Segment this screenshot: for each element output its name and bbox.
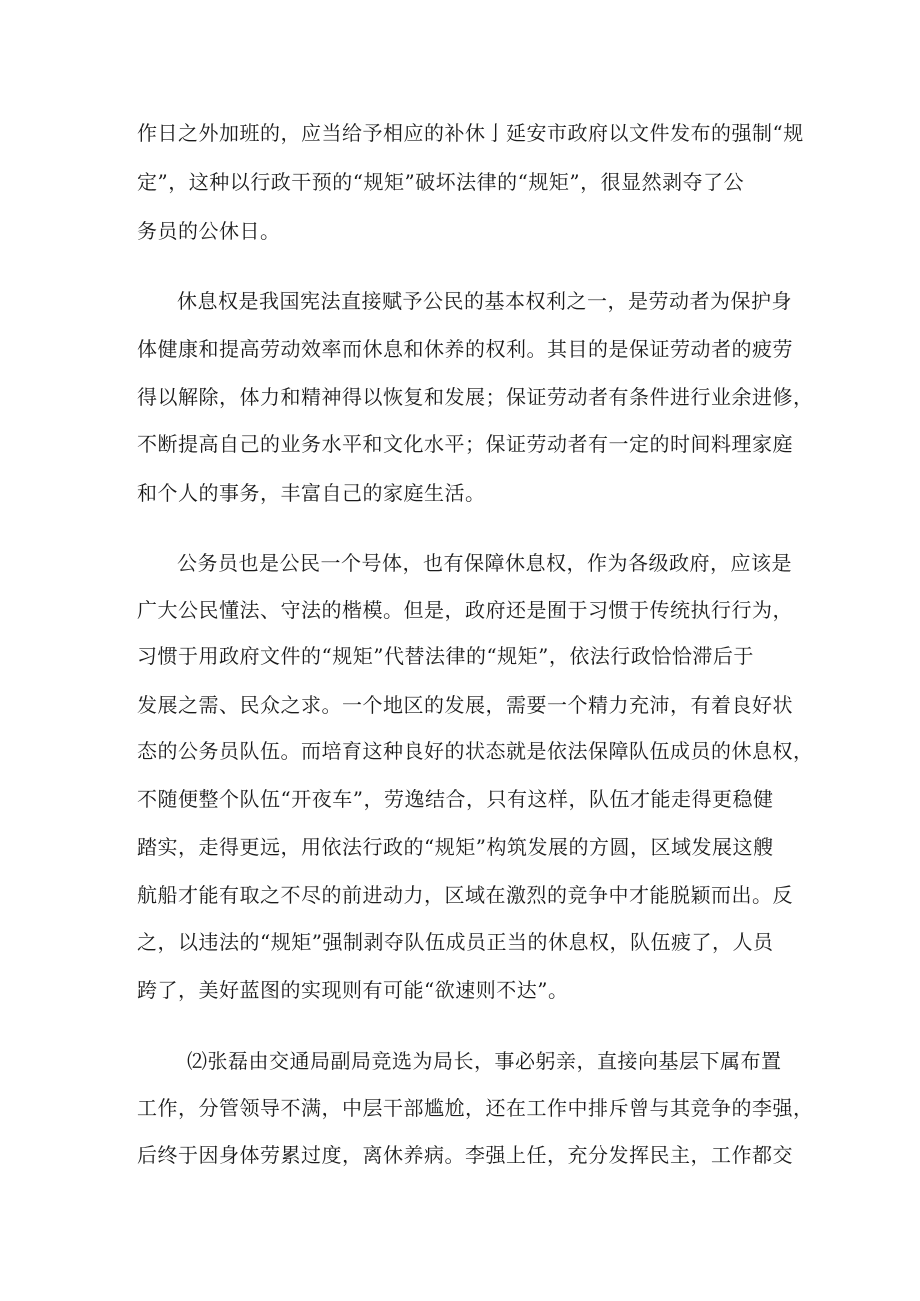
paragraph-3-line-7: 踏实，走得更远，用依法行政的“规矩”构筑发展的方圆，区域发展这艘 bbox=[137, 835, 774, 859]
paragraph-1-line-3: 务员的公休日。 bbox=[137, 219, 281, 243]
paragraph-2-line-3: 得以解除，体力和精神得以恢复和发展；保证劳动者有条件进行业余进修， bbox=[137, 385, 814, 409]
paragraph-3-line-3: 习惯于用政府文件的“规矩”代替法律的“规矩”，依法行政恰恰滞后于 bbox=[137, 644, 754, 668]
paragraph-3-line-2: 广大公民懂法、守法的楷模。但是，政府还是囿于习惯于传统执行行为， bbox=[137, 598, 793, 622]
paragraph-3-line-5: 态的公务员队伍。而培育这种良好的状态就是依法保障队伍成员的休息权， bbox=[137, 739, 814, 763]
paragraph-2-line-4: 不断提高自己的业务水平和文化水平；保证劳动者有一定的时间料理家庭 bbox=[137, 432, 793, 456]
paragraph-3-line-10: 跨了，美好蓝图的实现则有可能“欲速则不达”。 bbox=[137, 978, 569, 1002]
paragraph-2-line-1: 休息权是我国宪法直接赋予公民的基本权利之一，是劳动者为保护身 bbox=[177, 289, 792, 313]
paragraph-4-line-3: 后终于因身体劳累过度，离休养病。李强上任，充分发挥民主，工作都交 bbox=[137, 1143, 793, 1167]
paragraph-4-line-1: ⑵张磊由交通局副局竞选为局长，事必躬亲，直接向基层下属布置 bbox=[187, 1049, 782, 1073]
paragraph-3-line-8: 航船才能有取之不尽的前进动力，区域在激烈的竞争中才能脱颖而出。反 bbox=[137, 883, 793, 907]
paragraph-1-line-1: 作日之外加班的，应当给予相应的补休亅延安市政府以文件发布的强制“规 bbox=[137, 121, 804, 145]
paragraph-3-line-9: 之，以违法的“规矩”强制剥夺队伍成员正当的休息权，队伍疲了，人员 bbox=[137, 930, 774, 954]
paragraph-3-line-1: 公务员也是公民一个号体，也有保障休息权，作为各级政府，应该是 bbox=[177, 551, 792, 575]
paragraph-1-line-2: 定”，这种以行政干预的“规矩”破坏法律的“规矩”，很显然剥夺了公 bbox=[137, 170, 745, 194]
paragraph-2-line-2: 体健康和提高劳动效率而休息和休养的权利。其目的是保证劳动者的疲劳 bbox=[137, 337, 793, 361]
paragraph-3-line-6: 不随便整个队伍“开夜车”，劳逸结合，只有这样，队伍才能走得更稳健 bbox=[137, 787, 774, 811]
paragraph-2-line-5: 和个人的事务，丰富自己的家庭生活。 bbox=[137, 481, 486, 505]
paragraph-3-line-4: 发展之需、民众之求。一个地区的发展，需要一个精力充沛，有着良好状 bbox=[137, 693, 793, 717]
paragraph-4-line-2: 工作，分管领导不满，中层干部尴尬，还在工作中排斥曾与其竞争的李强， bbox=[137, 1096, 814, 1120]
